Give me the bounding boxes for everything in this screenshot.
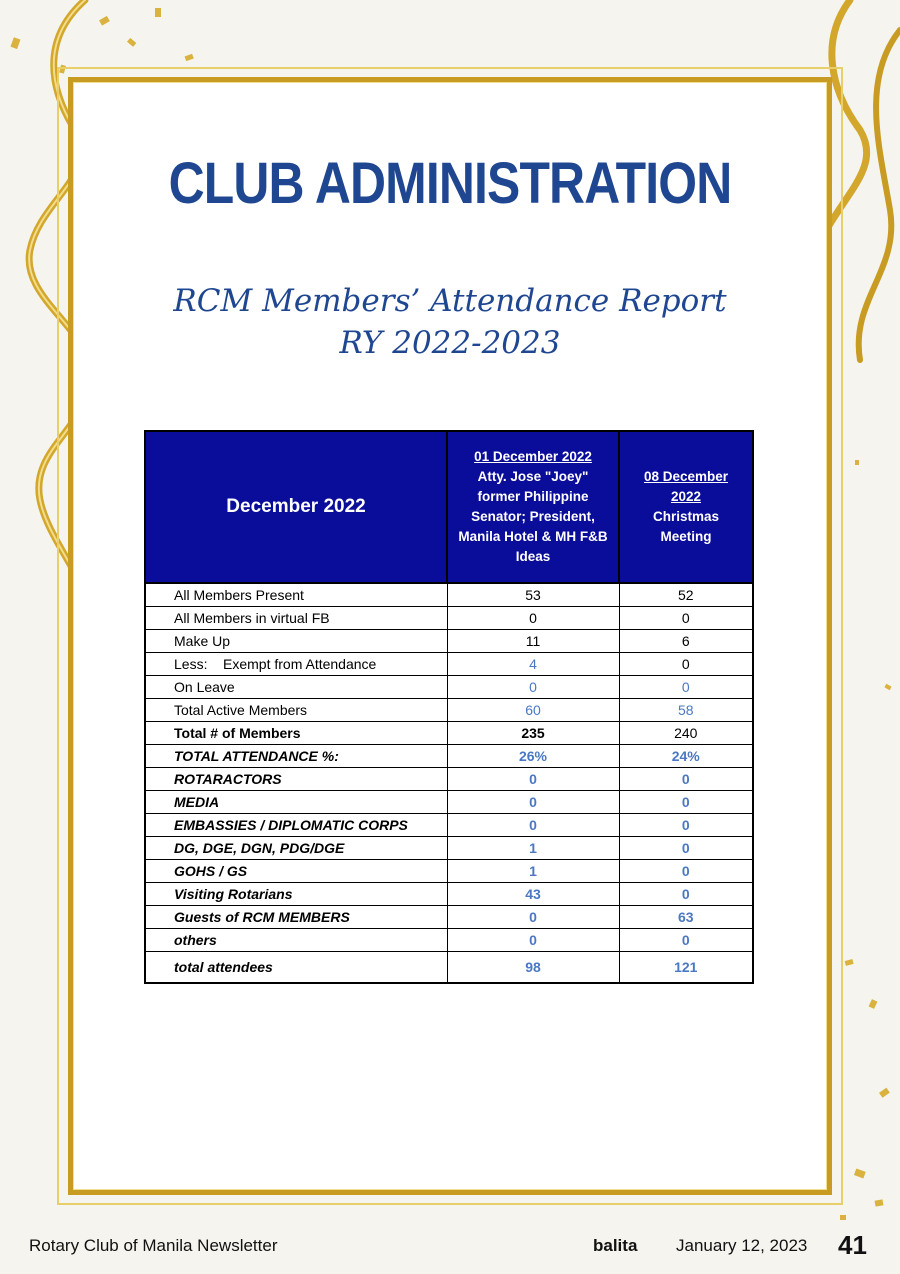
row-value-1: 0: [447, 906, 619, 929]
row-value-1: 60: [447, 699, 619, 722]
table-row: [145, 745, 753, 768]
row-label: Guests of RCM MEMBERS: [145, 906, 447, 929]
table-row: [145, 814, 753, 837]
row-value-2: 63: [619, 906, 753, 929]
column-header-1: [447, 431, 619, 583]
row-value-2: 58: [619, 699, 753, 722]
footer-newsletter-name: Rotary Club of Manila Newsletter: [29, 1236, 278, 1255]
row-value-2: 0: [619, 837, 753, 860]
footer-brand: balita: [593, 1236, 638, 1255]
row-value-2: 0: [619, 883, 753, 906]
column-1-description: Atty. Jose "Joey" former Philippine Senator; President, Manila Hotel & MH F&B Ideas: [458, 469, 608, 564]
table-row: [145, 676, 753, 699]
row-value-2: 0: [619, 607, 753, 630]
table-row: [145, 929, 753, 952]
row-value-1: 11: [447, 630, 619, 653]
table-row: [145, 699, 753, 722]
subtitle-line-1: RCM Members’ Attendance Report: [173, 283, 727, 319]
column-2-description: Christmas Meeting: [652, 509, 720, 544]
table-row: [145, 583, 753, 607]
row-label: DG, DGE, DGN, PDG/DGE: [145, 837, 447, 860]
column-1-date: 01 December 2022: [474, 449, 592, 464]
row-value-1: 0: [447, 768, 619, 791]
row-value-1: 0: [447, 791, 619, 814]
row-value-2: 0: [619, 929, 753, 952]
row-label: On Leave: [145, 676, 447, 699]
row-value-1: 1: [447, 837, 619, 860]
row-label: Total Active Members: [145, 699, 447, 722]
table-row: [145, 860, 753, 883]
row-value-1: 43: [447, 883, 619, 906]
row-label: Total # of Members: [145, 722, 447, 745]
row-label: All Members in virtual FB: [145, 607, 447, 630]
table-row: [145, 791, 753, 814]
row-value-1: 235: [447, 722, 619, 745]
row-value-2: 240: [619, 722, 753, 745]
row-value-2: 24%: [619, 745, 753, 768]
row-label: All Members Present: [145, 583, 447, 607]
table-row: [145, 768, 753, 791]
row-value-1: 1: [447, 860, 619, 883]
row-value-2: 0: [619, 653, 753, 676]
table-row: [145, 906, 753, 929]
row-value-2: 6: [619, 630, 753, 653]
row-value-2: 0: [619, 676, 753, 699]
month-header: December 2022: [145, 431, 447, 583]
row-value-2: 0: [619, 814, 753, 837]
attendance-table: [144, 430, 754, 984]
row-value-1: 0: [447, 607, 619, 630]
column-header-2: [619, 431, 753, 583]
table-row: [145, 653, 753, 676]
row-value-1: 53: [447, 583, 619, 607]
table-header-row: [145, 431, 753, 583]
row-label: Less: Exempt from Attendance: [145, 653, 447, 676]
row-value-2: 121: [619, 952, 753, 984]
row-label: EMBASSIES / DIPLOMATIC CORPS: [145, 814, 447, 837]
table-row: [145, 883, 753, 906]
row-value-1: 0: [447, 929, 619, 952]
row-label: TOTAL ATTENDANCE %:: [145, 745, 447, 768]
table-row: [145, 952, 753, 984]
row-value-1: 26%: [447, 745, 619, 768]
footer-date: January 12, 2023: [676, 1236, 808, 1255]
table-row: [145, 630, 753, 653]
row-value-1: 98: [447, 952, 619, 984]
table-row: [145, 722, 753, 745]
row-value-2: 0: [619, 768, 753, 791]
row-label: MEDIA: [145, 791, 447, 814]
row-label: Make Up: [145, 630, 447, 653]
row-label: total attendees: [145, 952, 447, 984]
row-value-2: 0: [619, 791, 753, 814]
table-row: [145, 837, 753, 860]
column-2-date: 08 December 2022: [643, 469, 729, 504]
row-value-1: 4: [447, 653, 619, 676]
row-label: ROTARACTORS: [145, 768, 447, 791]
page-number: 41: [838, 1230, 867, 1260]
page-title: CLUB ADMINISTRATION: [168, 151, 732, 216]
row-value-1: 0: [447, 676, 619, 699]
table-row: [145, 607, 753, 630]
report-subtitle: [0, 280, 900, 364]
row-value-1: 0: [447, 814, 619, 837]
row-value-2: 0: [619, 860, 753, 883]
row-label: GOHS / GS: [145, 860, 447, 883]
row-label: others: [145, 929, 447, 952]
subtitle-line-2: RY 2022-2023: [339, 325, 561, 361]
row-label: Visiting Rotarians: [145, 883, 447, 906]
row-value-2: 52: [619, 583, 753, 607]
